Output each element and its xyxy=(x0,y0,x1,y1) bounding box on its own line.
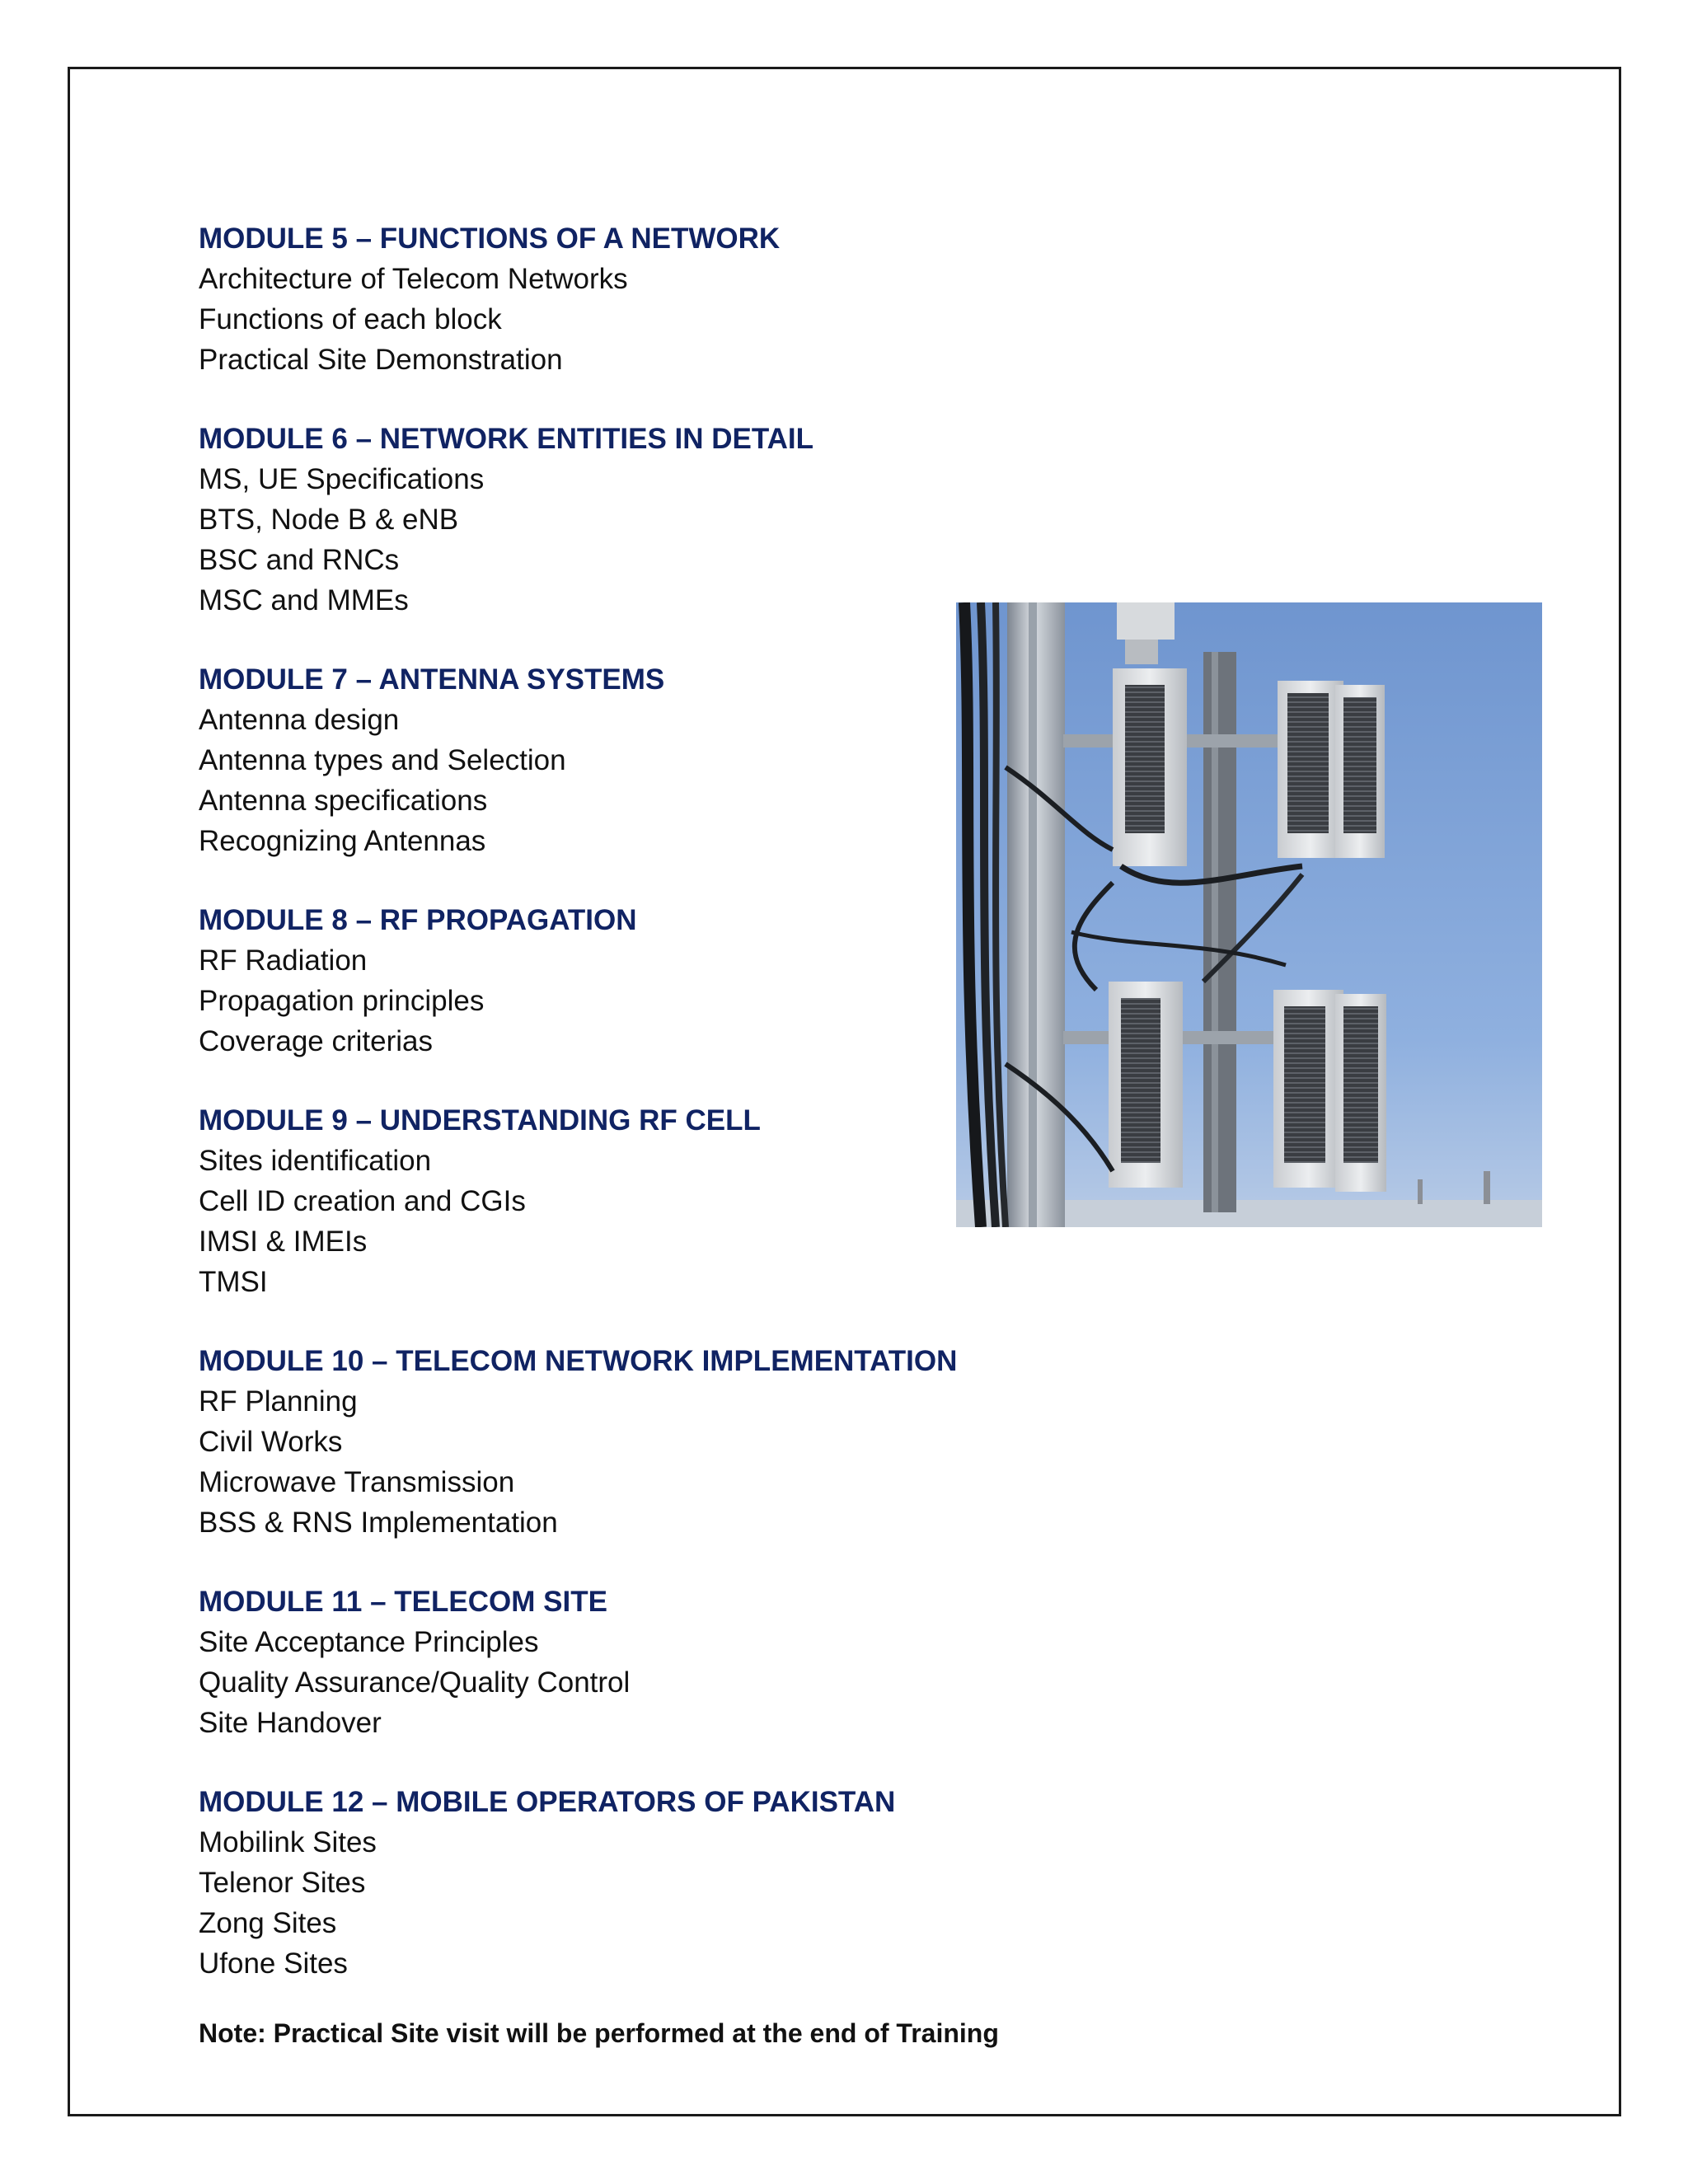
module-item: Propagation principles xyxy=(199,985,485,1017)
module-item: Antenna specifications xyxy=(199,785,488,817)
module-item: Antenna types and Selection xyxy=(199,744,566,776)
module-heading: MODULE 8 – RF PROPAGATION xyxy=(199,904,637,936)
module-item: MS, UE Specifications xyxy=(199,463,485,495)
module-6 xyxy=(199,419,1105,621)
module-item: Quality Assurance/Quality Control xyxy=(199,1666,631,1699)
module-heading: MODULE 10 – TELECOM NETWORK IMPLEMENTATION xyxy=(199,1345,958,1377)
module-item: Functions of each block xyxy=(199,303,502,335)
module-heading: MODULE 11 – TELECOM SITE xyxy=(199,1586,607,1618)
module-item: BTS, Node B & eNB xyxy=(199,504,459,536)
module-item: Architecture of Telecom Networks xyxy=(199,263,628,295)
module-item: MSC and MMEs xyxy=(199,584,409,616)
module-11 xyxy=(199,1582,1105,1743)
module-item: RF Radiation xyxy=(199,944,368,977)
module-item: Site Handover xyxy=(199,1707,382,1739)
module-item: Recognizing Antennas xyxy=(199,825,486,857)
module-item: IMSI & IMEIs xyxy=(199,1226,368,1258)
module-item: BSC and RNCs xyxy=(199,544,400,576)
training-note: Note: Practical Site visit will be performed at the end of Training xyxy=(199,2018,999,2048)
module-item: Mobilink Sites xyxy=(199,1826,377,1858)
module-item: TMSI xyxy=(199,1266,268,1298)
module-item: Ufone Sites xyxy=(199,1947,348,1980)
module-item: Telenor Sites xyxy=(199,1867,366,1899)
module-item: Site Acceptance Principles xyxy=(199,1626,539,1658)
module-heading: MODULE 12 – MOBILE OPERATORS OF PAKISTAN xyxy=(199,1786,896,1818)
module-item: Sites identification xyxy=(199,1145,432,1177)
module-heading: MODULE 7 – ANTENNA SYSTEMS xyxy=(199,663,665,696)
module-item: Practical Site Demonstration xyxy=(199,344,563,376)
module-heading: MODULE 5 – FUNCTIONS OF A NETWORK xyxy=(199,223,781,255)
module-heading: MODULE 6 – NETWORK ENTITIES IN DETAIL xyxy=(199,423,814,455)
module-10 xyxy=(199,1341,1105,1543)
module-item: Coverage criterias xyxy=(199,1025,433,1057)
module-12 xyxy=(199,1782,1105,1984)
module-item: Antenna design xyxy=(199,704,400,736)
module-item: Microwave Transmission xyxy=(199,1466,515,1498)
module-item: Civil Works xyxy=(199,1426,343,1458)
module-heading: MODULE 9 – UNDERSTANDING RF CELL xyxy=(199,1104,761,1137)
module-item: BSS & RNS Implementation xyxy=(199,1507,558,1539)
module-5 xyxy=(199,218,1105,380)
module-item: Cell ID creation and CGIs xyxy=(199,1185,526,1217)
antenna-photo xyxy=(956,602,1542,1227)
module-item: Zong Sites xyxy=(199,1907,337,1939)
module-item: RF Planning xyxy=(199,1385,358,1418)
